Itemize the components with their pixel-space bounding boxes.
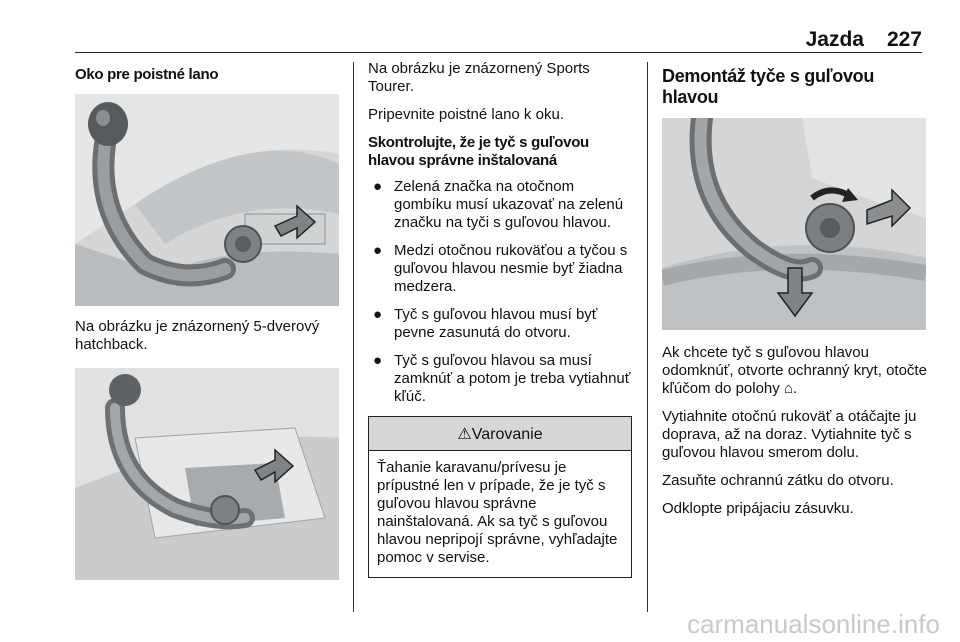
header-rule [75, 52, 922, 53]
list-item: ● Zelená značka na otočnom gombíku musí ukazovať na zelenú značku na tyči s guľovou hlavou. [373, 178, 624, 231]
body-text: Pripevnite poistné lano k oku. [368, 106, 564, 123]
column-divider [353, 62, 354, 612]
section-title: Jazda [805, 28, 864, 51]
tow-bar-illustration-hatchback [75, 94, 339, 306]
list-item: ● Tyč s guľovou hlavou sa musí zamknúť a potom je treba vytiahnuť kľúč. [373, 352, 631, 405]
column-2 [368, 60, 633, 578]
body-text: Na obrázku je znázornený Sports Tourer. [368, 60, 590, 95]
warning-text: Ťahanie karavanu/prívesu je prípustné len v prípade, že je tyč s guľovou hlavou správne nainštalovaná. Ak sa tyč s guľovou hlavou nepripojí správne, vyhľadajte pomoc v servise. [377, 459, 618, 566]
tow-bar-illustration-tourer [75, 368, 339, 580]
section-heading: Oko pre poistné lano [75, 66, 219, 83]
warning-header [369, 417, 631, 451]
body-text: Vytiahnite otočnú rukoväť a otáčajte ju doprava, až na doraz. Vytiahnite tyč s guľovou hlavou smerom dolu. [662, 408, 917, 461]
bullet-icon: ● [373, 242, 383, 259]
bullet-icon: ● [373, 352, 383, 369]
list-item: ● Tyč s guľovou hlavou musí byť pevne zasunutá do otvoru. [373, 306, 598, 341]
section-heading: Demontáž tyče s guľovou hlavou [662, 66, 875, 107]
page-number: 227 [886, 28, 922, 51]
warning-body [369, 451, 631, 577]
body-text: Odklopte pripájaciu zásuvku. [662, 500, 854, 517]
instructions [662, 344, 927, 518]
tow-bar-removal-illustration [662, 118, 926, 330]
figure-caption: Na obrázku je znázornený 5-dverový hatchback. [75, 318, 320, 353]
warning-triangle-icon: ⚠ [457, 426, 472, 443]
column-1 [75, 60, 340, 580]
warning-title: Varovanie [471, 426, 543, 443]
bullet-icon: ● [373, 306, 383, 323]
body-text: Zasuňte ochrannú zátku do otvoru. [662, 472, 894, 489]
subheading: Skontrolujte, že je tyč s guľovou hlavou správne inštalovaná [368, 134, 589, 169]
body-text: Ak chcete tyč s guľovou hlavou odomknúť, otvorte ochranný kryt, otočte kľúčom do polohy ⌂. [662, 344, 927, 397]
page-header [75, 28, 922, 52]
column-divider [647, 62, 648, 612]
warning-box [368, 416, 632, 578]
list-item: ● Medzi otočnou rukoväťou a tyčou s guľovou hlavou nesmie byť žiadna medzera. [373, 242, 628, 295]
checklist [368, 178, 633, 406]
column-3 [662, 60, 927, 528]
watermark: carmanualsonline.info [687, 609, 940, 639]
bullet-icon: ● [373, 178, 383, 195]
